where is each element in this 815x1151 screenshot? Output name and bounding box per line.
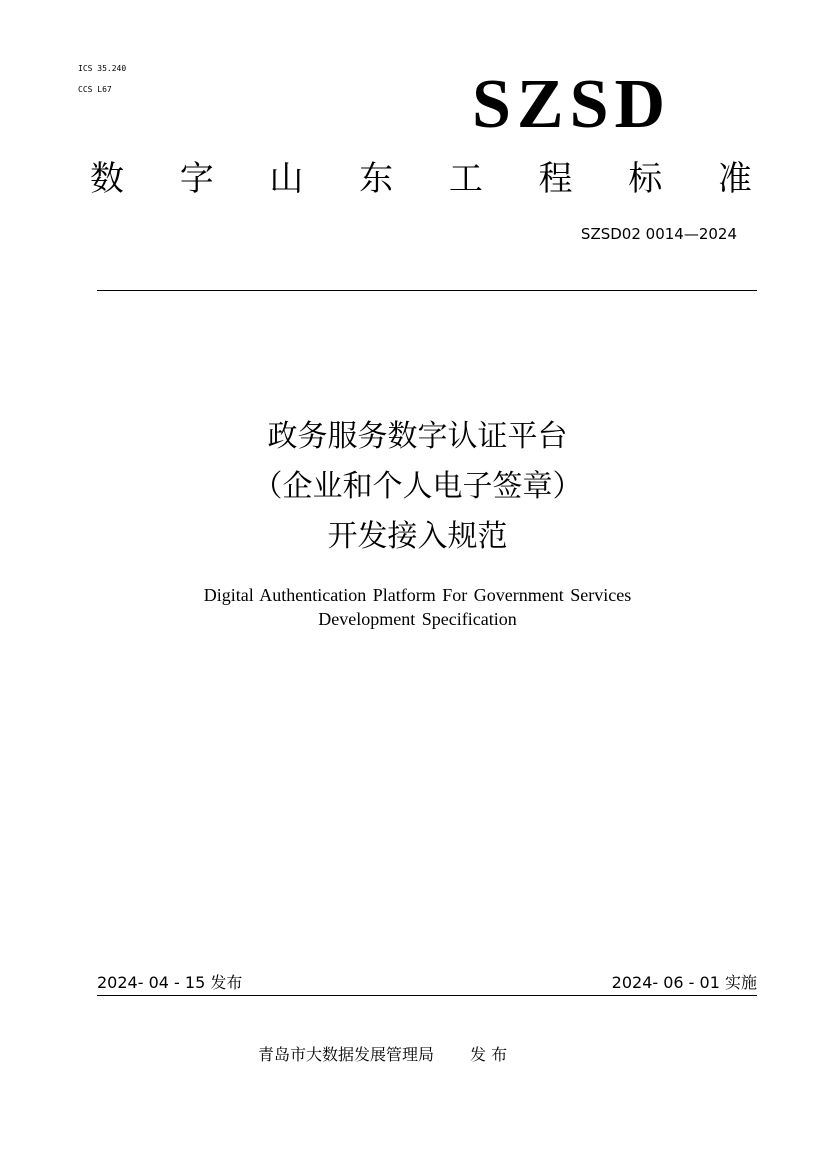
footer-divider (97, 995, 757, 996)
publish-label: 发 布 (470, 1045, 508, 1064)
document-title (20, 412, 815, 562)
standard-logo-text: SZSD (472, 66, 672, 143)
title-line: 政务服务数字认证平台 (267, 419, 568, 454)
standard-type-char: 程 (538, 159, 573, 199)
publisher-line (258, 1045, 507, 1065)
standard-type-char: 字 (179, 159, 214, 199)
publish-date: 2024- 04 - 15 发布 (97, 973, 243, 992)
standard-type-char: 山 (269, 159, 304, 199)
implement-date: 2024- 06 - 01 实施 (611, 973, 757, 992)
title-line: 开发接入规范 (327, 519, 508, 554)
standard-type-title (90, 161, 752, 197)
standard-type-char: 准 (717, 159, 752, 199)
ics-code: ICS 35.240 (78, 64, 127, 73)
standard-type-char: 标 (628, 159, 663, 199)
english-title-line: Digital Authentication Platform For Government Services (203, 585, 632, 605)
english-title (20, 583, 815, 631)
ccs-code: CCS L67 (78, 85, 112, 94)
title-line: （企业和个人电子签章） (252, 469, 583, 504)
publisher-name: 青岛市大数据发展管理局 (258, 1045, 435, 1064)
english-title-line: Development Specification (318, 609, 517, 629)
standard-type-char: 工 (448, 159, 483, 199)
standard-number: SZSD02 0014—2024 (580, 225, 737, 243)
standard-type-char: 东 (359, 159, 394, 199)
header-divider (97, 290, 757, 291)
standard-type-char: 数 (90, 159, 124, 199)
